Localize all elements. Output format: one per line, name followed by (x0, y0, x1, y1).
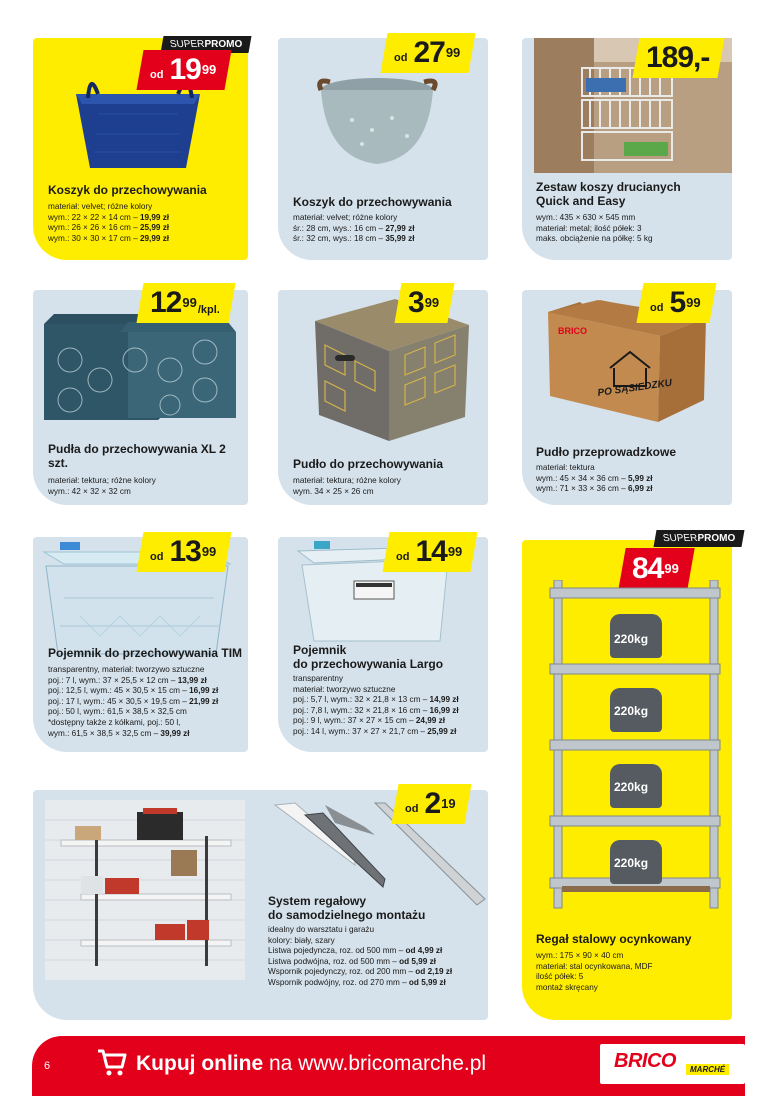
price-tag: od 14 99 (382, 532, 477, 572)
description-line: Wspornik podwójny, roz. od 270 mm – od 5,99 zł (268, 977, 446, 987)
round-basket-image (312, 70, 442, 170)
description-line: poj.: 50 l, wym.: 61,5 × 38,5 × 32,5 cm (48, 707, 187, 717)
description-line: poj.: 7,8 l, wym.: 32 × 21,8 × 16 cm – 16,99 zł (293, 705, 459, 715)
description-line: idealny do warsztatu i garażu (268, 925, 375, 934)
description-line: materiał: tektura (536, 463, 595, 472)
product-title: Regał stalowy ocynkowany (536, 932, 692, 946)
weight-label: 220kg (614, 632, 649, 646)
description-line: Wspornik pojedynczy, roz. od 200 mm – od 2,19 zł (268, 967, 453, 977)
description-line: wym.: 61,5 × 38,5 × 32,5 cm – 39,99 zł (48, 728, 190, 738)
description-line: materiał: tektura; różne kolory (48, 476, 156, 485)
title-line: Pojemnik (293, 643, 347, 657)
product-description (293, 476, 401, 497)
price-tag: 189,- (632, 38, 724, 78)
price-tag: od 2 19 (391, 784, 471, 824)
weight-label: 220kg (614, 856, 649, 870)
product-description (268, 925, 452, 989)
product-title (293, 643, 488, 671)
description-line: wym.: 71 × 33 × 36 cm – 6,99 zł (536, 484, 653, 494)
title-line: System regałowy (268, 894, 367, 908)
product-title: Koszyk do przechowywania (293, 195, 452, 209)
description-line: kolory: biały, szary (268, 935, 335, 945)
moving-box-brand: BRICO (558, 326, 587, 336)
page-number: 6 (44, 1060, 51, 1072)
superpromo-badge: SUPERPROMO (161, 36, 252, 53)
description-line: poj.: 14 l, wym.: 37 × 27 × 21,7 cm – 25,99 zł (293, 726, 457, 736)
description-line: poj.: 17 l, wym.: 45 × 30,5 × 19,5 cm – 21,99 zł (48, 696, 219, 706)
price-tag: od 27 99 (380, 33, 475, 73)
description-line: wym.: 45 × 34 × 36 cm – 5,99 zł (536, 473, 653, 483)
price-tag: od 13 99 (136, 532, 231, 572)
description-line: wym.: 22 × 22 × 14 cm – 19,99 zł (48, 212, 170, 222)
superpromo-badge: SUPERPROMO (654, 530, 745, 547)
description-line: materiał: velvet; różne kolory (293, 213, 398, 222)
description-line: materiał: metal; ilość półek: 3 (536, 223, 642, 233)
description-line: śr.: 32 cm, wys.: 18 cm – 35,99 zł (293, 234, 415, 244)
description-line: wym.: 175 × 90 × 40 cm (536, 951, 624, 960)
description-line: wym.: 42 × 32 × 32 cm (48, 486, 131, 496)
product-title (268, 894, 483, 922)
shop-online-link[interactable]: Kupuj online na www.bricomarche.pl (136, 1052, 487, 1075)
description-line: montaż skręcany (536, 982, 598, 992)
description-line: śr.: 28 cm, wys.: 16 cm – 27,99 zł (293, 223, 415, 233)
description-line: materiał: tworzywo sztuczne (293, 684, 396, 694)
price-tag: od 5 99 (636, 283, 716, 323)
title-line: do przechowywania Largo (293, 657, 444, 671)
brand-logo-marche: MARCHÉ (686, 1064, 729, 1075)
product-description (536, 463, 653, 495)
product-description (293, 674, 459, 738)
xl-boxes-image (40, 310, 240, 420)
description-line: transparentny, materiał: tworzywo sztuczne (48, 665, 205, 674)
description-line: materiał: tektura; różne kolory (293, 476, 401, 485)
product-title: Pudło przeprowadzkowe (536, 445, 677, 459)
description-line: poj.: 9 l, wym.: 37 × 27 × 15 cm – 24,99 zł (293, 716, 446, 726)
moving-box-slogan: PO SĄSIEDZKU (596, 377, 673, 399)
price-tag: od 19 99 (136, 50, 231, 90)
price-tag: 3 99 (394, 283, 454, 323)
description-line: wym.: 26 × 26 × 16 cm – 25,99 zł (48, 223, 170, 233)
product-title: Pudło do przechowywania (293, 457, 444, 471)
product-title: Koszyk do przechowywania (48, 183, 207, 197)
shelving-photo (45, 800, 245, 980)
product-title: Zestaw koszy drucianych Quick and Easy (536, 180, 681, 208)
product-title: Pojemnik do przechowywania TIM (48, 646, 243, 660)
product-description (48, 665, 218, 739)
description-line: wym. 34 × 25 × 26 cm (293, 486, 374, 496)
description-line: ilość półek: 5 (536, 972, 584, 982)
description-line: wym.: 435 × 630 × 545 mm (536, 213, 636, 222)
description-line: Listwa podwójna, roz. od 500 mm – od 5,99 zł (268, 956, 436, 966)
cart-icon (96, 1047, 128, 1077)
description-line: transparentny (293, 674, 344, 683)
weight-label: 220kg (614, 704, 649, 718)
description-line: materiał: velvet; różne kolory (48, 202, 153, 211)
description-line: maks. obciążenie na półkę: 5 kg (536, 234, 653, 244)
description-line: poj.: 12,5 l, wym.: 45 × 30,5 × 15 cm – 16,99 zł (48, 686, 219, 696)
description-line: poj.: 7 l, wym.: 37 × 25,5 × 12 cm – 13,99 zł (48, 675, 207, 685)
product-description (48, 476, 156, 497)
description-line: materiał: stal ocynkowana, MDF (536, 961, 653, 971)
product-description (536, 951, 652, 993)
description-line: *dostępny także z kółkami, poj.: 50 l, (48, 717, 181, 727)
product-title: Pudła do przechowywania XL 2 szt. (48, 442, 226, 470)
description-line: wym.: 30 × 30 × 17 cm – 29,99 zł (48, 233, 170, 243)
description-line: poj.: 5,7 l, wym.: 32 × 21,8 × 13 cm – 14,99 zł (293, 695, 459, 705)
weight-label: 220kg (614, 780, 649, 794)
price-tag: 12 99 /kpl. (136, 283, 235, 323)
price-tag: 84 99 (618, 548, 694, 590)
brand-logo-brico: BRICO (614, 1050, 676, 1072)
product-description (536, 213, 653, 245)
product-description (48, 202, 169, 244)
product-description (293, 213, 415, 245)
description-line: Listwa pojedyncza, roz. od 500 mm – od 4,99 zł (268, 946, 443, 956)
title-line: do samodzielnego montażu (268, 908, 426, 922)
